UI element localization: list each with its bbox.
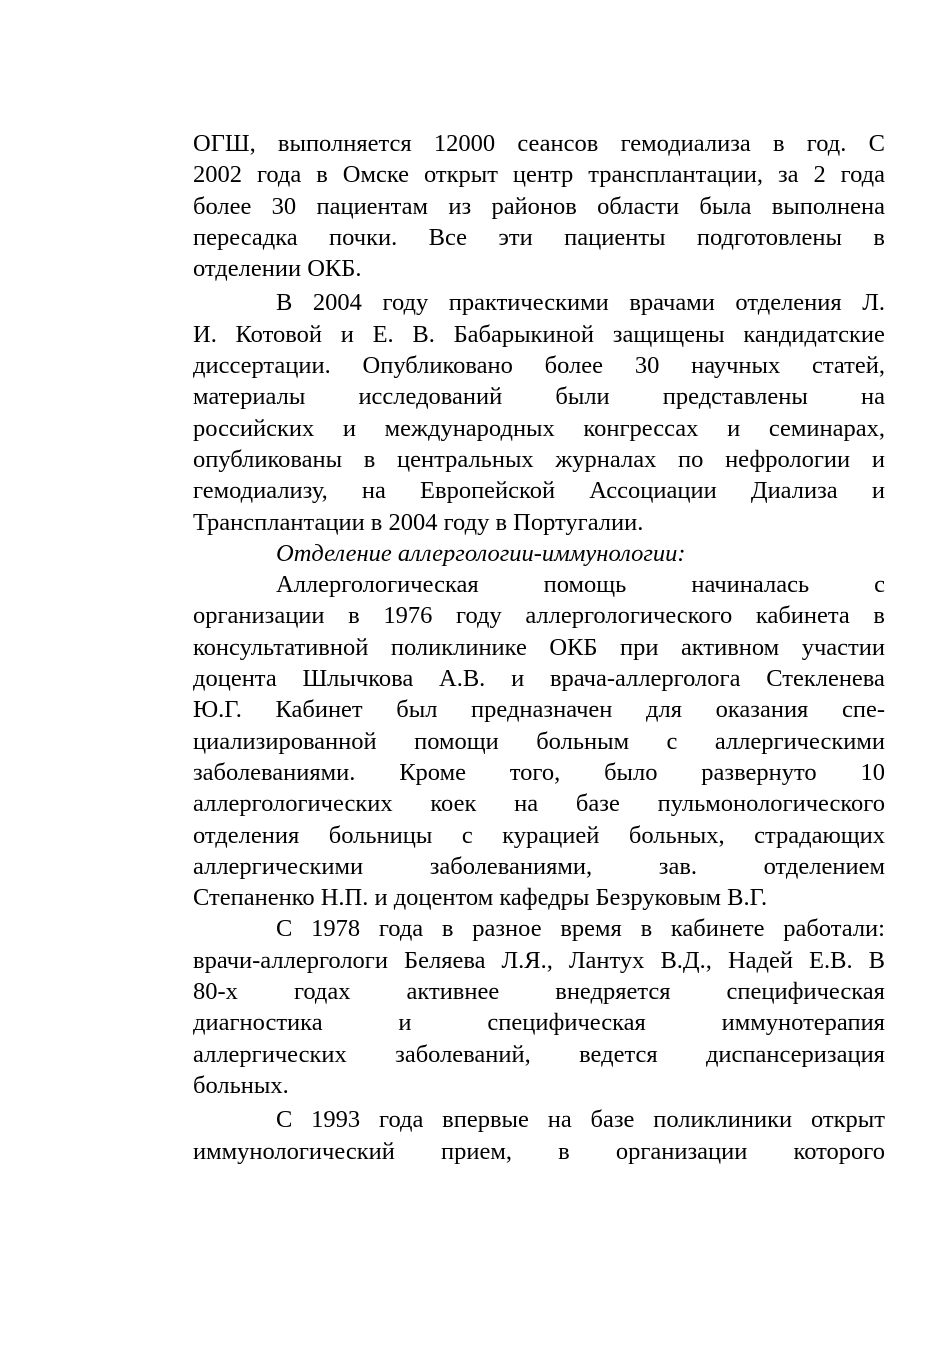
text-line: опубликованы в центральных журналах по нефрологии и — [193, 445, 885, 473]
text-line: С 1978 года в разное время в кабинете работали: — [276, 915, 885, 943]
text-line: Степаненко Н.П. и доцентом кафедры Безруковым В.Г. — [193, 884, 768, 912]
text-line: материалы исследований были представлены на — [193, 383, 885, 411]
text-line: отделении ОКБ. — [193, 255, 362, 283]
text-line: Отделение аллергологии-иммунологии: — [276, 539, 686, 567]
text-line: российских и международных конгрессах и семинарах, — [193, 414, 885, 442]
text-line: Трансплантации в 2004 году в Португалии. — [193, 508, 644, 536]
text-line: аллергологических коек на базе пульмонологического — [193, 790, 885, 818]
text-line: циализированной помощи больным с аллергическими — [193, 727, 885, 755]
text-line: 2002 года в Омске открыт центр трансплантации, за 2 года — [193, 161, 885, 189]
text-line: С 1993 года впервые на базе поликлиники открыт — [276, 1106, 885, 1134]
text-line: диссертации. Опубликовано более 30 научных статей, — [193, 352, 885, 380]
text-line: больных. — [193, 1071, 289, 1099]
text-line: организации в 1976 году аллергологического кабинета в — [193, 602, 885, 630]
text-line: ОГШ, выполняется 12000 сеансов гемодиализа в год. С — [193, 130, 885, 157]
paragraph-p5 — [193, 913, 885, 1101]
paragraph-p2 — [193, 287, 885, 537]
text-line: 80-х годах активнее внедряется специфическая — [193, 978, 885, 1006]
text-line: И. Котовой и Е. В. Бабарыкиной защищены кандидатские — [193, 320, 885, 348]
text-line: более 30 пациентам из районов области была выполнена — [193, 192, 885, 220]
text-line: доцента Шлычкова А.В. и врача-аллерголога Стекленева — [193, 665, 885, 693]
text-line: отделения больницы с курацией больных, страдающих — [193, 821, 885, 849]
paragraph-p3 — [193, 538, 885, 569]
paragraph-p1 — [193, 128, 885, 284]
text-line: аллергических заболеваний, ведется диспансеризация — [193, 1040, 885, 1068]
text-line: Аллергологическая помощь начиналась с — [276, 571, 885, 599]
paragraph-p6 — [193, 1104, 885, 1167]
text-line: Ю.Г. Кабинет был предназначен для оказания спе- — [193, 696, 885, 724]
text-line: пересадка почки. Все эти пациенты подготовлены в — [193, 223, 885, 251]
text-line: В 2004 году практическими врачами отделения Л. — [276, 289, 885, 317]
paragraph-p4 — [193, 569, 885, 913]
text-line: иммунологический прием, в организации которого — [193, 1137, 885, 1165]
text-line: аллергическими заболеваниями, зав. отделением — [193, 852, 885, 880]
text-line: консультативной поликлинике ОКБ при активном участии — [193, 633, 885, 661]
text-line: диагностика и специфическая иммунотерапия — [193, 1009, 885, 1037]
text-line: гемодиализу, на Европейской Ассоциации Диализа и — [193, 477, 885, 505]
text-line: врачи-аллергологи Беляева Л.Я., Лантух В.Д., Надей Е.В. В — [193, 946, 885, 974]
document-body — [193, 128, 885, 1167]
text-line: заболеваниями. Кроме того, было развернуто 10 — [193, 758, 885, 786]
